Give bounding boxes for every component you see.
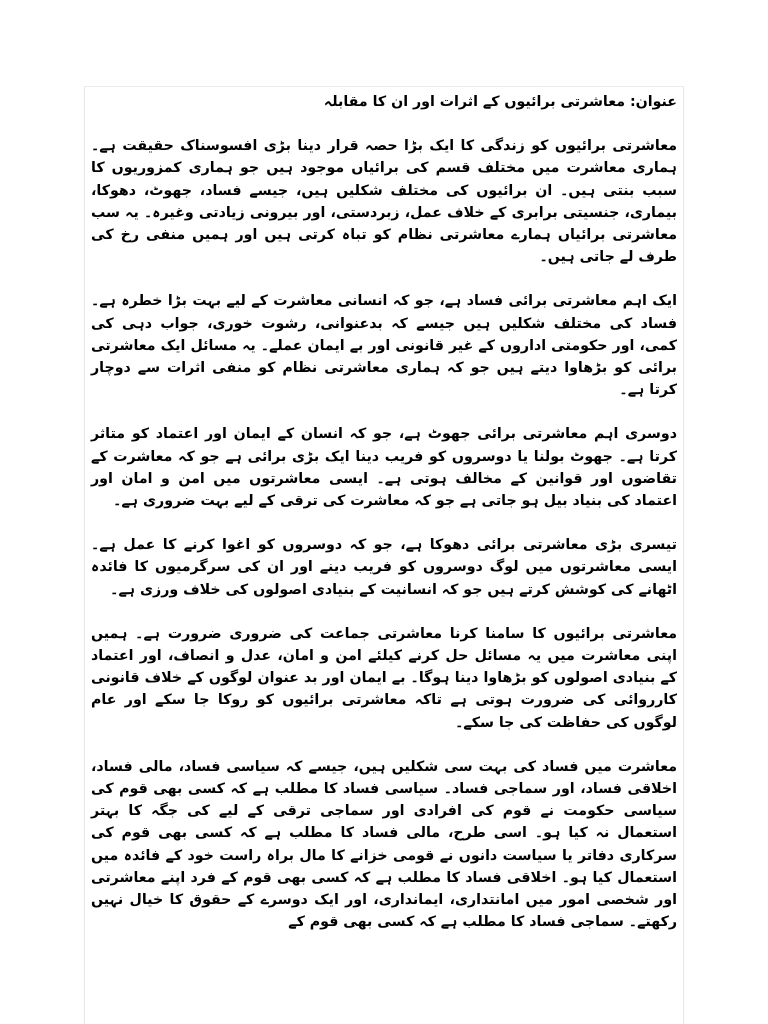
paragraph-intro: معاشرتی برائیوں کو زندگی کا ایک بڑا حصہ قرار دینا بڑی افسوسناک حقیقت ہے۔ ہماری معاشرت میں مختلف قسم کی برائیاں موجود ہیں جو ہماری کمزوریوں کا سبب بنتی ہیں۔ ان برائیوں کی مختلف شکلیں ہیں، جیسے فساد، جھوٹ، دھوکا، بیماری، جنسیتی برابری کے خلاف عمل، زبردستی، اور بیرونی زیادتی وغیرہ۔ یہ سب معاشرتی برائیاں ہمارے معاشرتی نظام کو تباہ کرتی ہیں اور ہمیں منفی رخ کی طرف لے جاتی ہیں۔ (91, 138, 677, 266)
paragraph-deception: تیسری بڑی معاشرتی برائی دھوکا ہے، جو کہ دوسروں کو اغوا کرنے کا عمل ہے۔ ایسی معاشرتوں میں لوگ دوسروں کو فریب دینے اور ان کی سرگرمیوں کا فائدہ اٹھانے کی کوشش کرتے ہیں جو کہ انسانیت کے بنیادی اصولوں کی خلاف ورزی ہے۔ (91, 537, 677, 598)
document-body (85, 87, 683, 934)
paragraph-forms-of-corruption: معاشرت میں فساد کی بہت سی شکلیں ہیں، جیسے کہ سیاسی فساد، مالی فساد، اخلاقی فساد، اور سماجی فساد۔ سیاسی فساد کا مطلب ہے کہ کسی بھی قوم کی سیاسی حکومت نے قوم کی افرادی اور سماجی ترقی کے لیے کی جگہ کا بہتر استعمال نہ کیا ہو۔ اسی طرح، مالی فساد کا مطلب ہے کہ کسی بھی قوم کی سرکاری دفاتر یا سیاست دانوں نے قومی خزانے کا مال براہ راست خود کے فائدہ میں استعمال کیا ہو۔ اخلاقی فساد کا مطلب ہے کہ کسی بھی قوم کے فرد اپنے معاشرتی اور شخصی امور میں امانتداری، ایمانداری، اور ایک دوسرے کے حقوق کا خیال نہیں رکھتے۔ سماجی فساد کا مطلب ہے کہ کسی بھی قوم کے (91, 758, 677, 931)
paragraph-corruption: ایک اہم معاشرتی برائی فساد ہے، جو کہ انسانی معاشرت کے لیے بہت بڑا خطرہ ہے۔ فساد کی مختلف شکلیں ہیں جیسے کہ بدعنوانی، رشوت خوری، جواب دہی کی کمی، اور حکومتی اداروں کے غیر قانونی اور بے ایمان عملے۔ یہ مسائل ایک معاشرتی برائی کو بڑھاوا دیتے ہیں جو کہ ہماری معاشرتی نظام کو منفی اثرات سے دوچار کرتا ہے۔ (91, 293, 677, 399)
paragraph-remedies: معاشرتی برائیوں کا سامنا کرنا معاشرتی جماعت کی ضروری ضرورت ہے۔ ہمیں اپنی معاشرت میں یہ مسائل حل کرنے کیلئے امن و امان، عدل و انصاف، اور اعتماد کے بنیادی اصولوں کو بڑھاوا دینا ہوگا۔ بے ایمان اور بد عنوان لوگوں کے خلاف قانونی کارروائی کی ضرورت ہوتی ہے تاکہ معاشرتی برائیوں کو روکا جا سکے اور عام لوگوں کی حفاظت کی جا سکے۔ (91, 625, 677, 731)
document-page (84, 86, 684, 1024)
document-title: عنوان: معاشرتی برائیوں کے اثرات اور ان کا مقابلہ (323, 94, 677, 110)
paragraph-lying: دوسری اہم معاشرتی برائی جھوٹ ہے، جو کہ انسان کے ایمان اور اعتماد کو متاثر کرتا ہے۔ جھوٹ بولنا یا دوسروں کو فریب دینا ایک بڑی برائی ہے جو کہ معاشرت کے تقاضوں اور قوانین کے مخالف ہوتی ہے۔ ایسی معاشرتوں میں امن و امان اور اعتماد کی بنیاد بیل ہو جاتی ہے جو کہ معاشرت کی ترقی کے لیے بہت ضروری ہے۔ (91, 426, 677, 510)
